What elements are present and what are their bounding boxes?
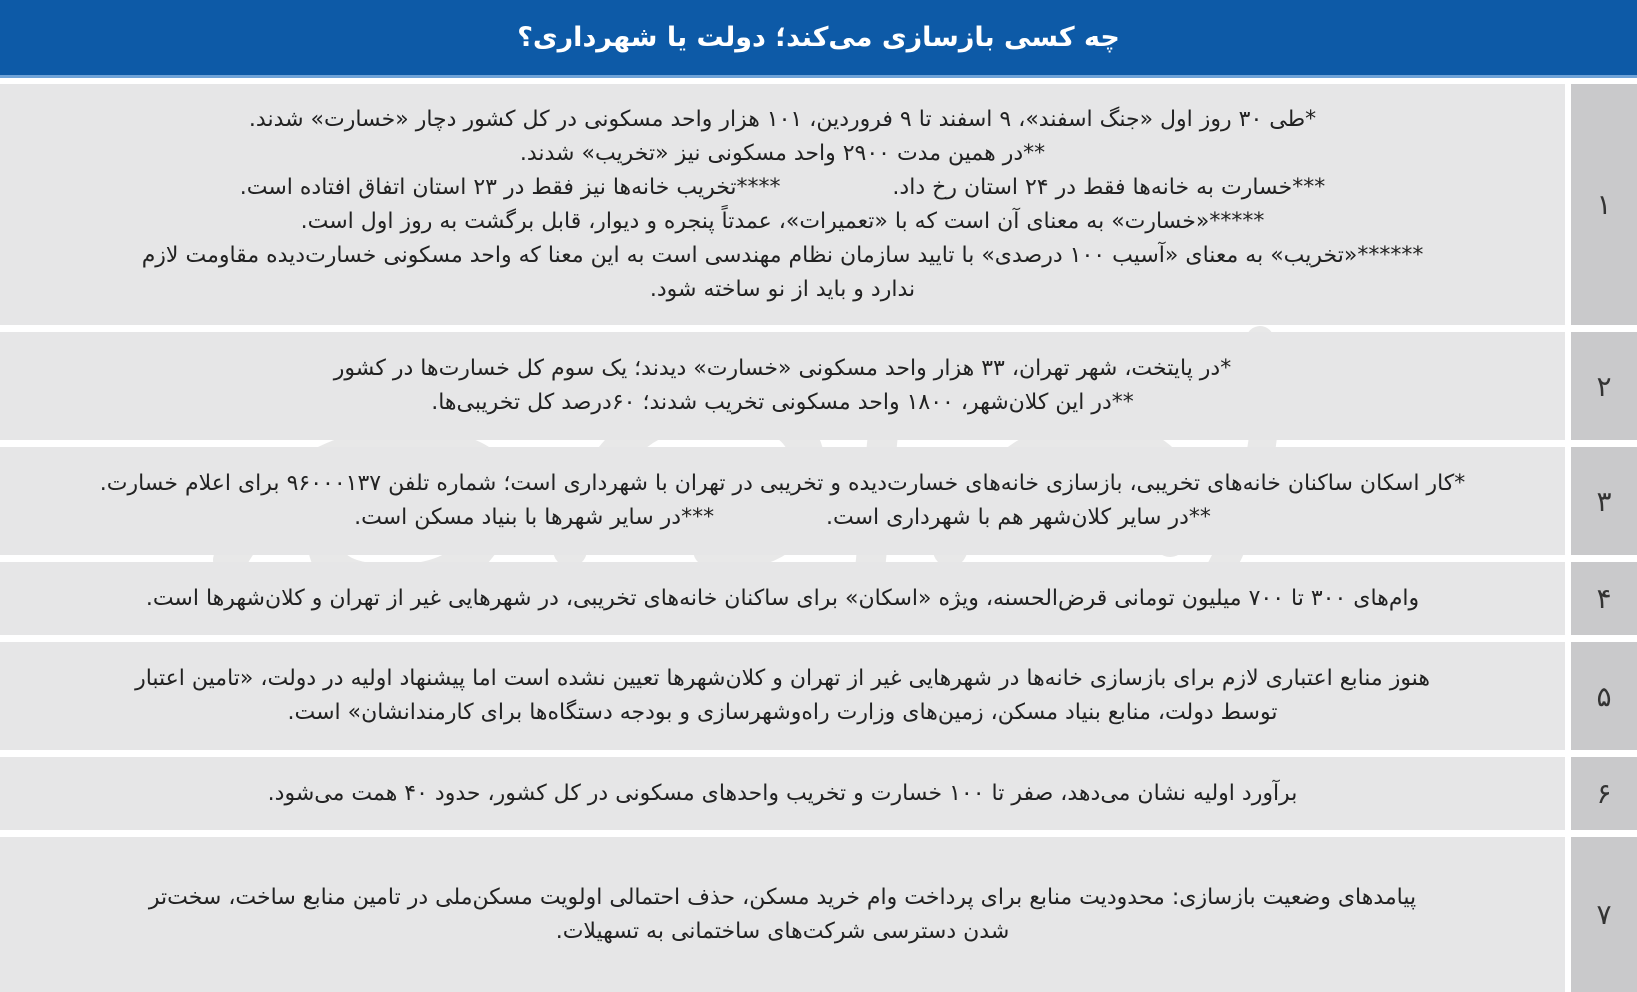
text-line: شدن دسترسی شرکت‌های ساختمانی به تسهیلات. [555, 918, 1010, 944]
table-title-bar [0, 0, 1637, 78]
row-content [0, 332, 1565, 440]
text-line: **در سایر کلان‌شهر هم با شهرداری است. ***در سایر شهرها با بنیاد مسکن است. [354, 505, 1211, 530]
row-number: ۳ [1571, 447, 1637, 555]
row-content [0, 757, 1565, 830]
text-line: برآورد اولیه نشان می‌دهد، صفر تا ۱۰۰ خسارت و تخریب واحدهای مسکونی در کل کشور، حدود ۴۰ همت می‌شود. [267, 780, 1298, 806]
row-number: ۴ [1571, 562, 1637, 635]
table-row [0, 757, 1637, 830]
text-line: *طی ۳۰ روز اول «جنگ اسفند»، ۹ اسفند تا ۹ فروردین، ۱۰۱ هزار واحد مسکونی در کل کشور دچار «خسارت» شدند. [248, 106, 1317, 132]
text-line: وام‌های ۳۰۰ تا ۷۰۰ میلیون تومانی قرض‌الحسنه، ویژه «اسکان» برای ساکنان خانه‌های تخریبی، در شهرهایی غیر از تهران و کلان‌شهرها است. [145, 585, 1420, 611]
row-number: ۱ [1571, 84, 1637, 325]
row-content [0, 562, 1565, 635]
text-line: *در پایتخت، شهر تهران، ۳۳ هزار واحد مسکونی «خسارت» دیدند؛ یک سوم کل خسارت‌ها در کشور [333, 356, 1232, 381]
row-number: ۵ [1571, 642, 1637, 750]
row-content [0, 642, 1565, 750]
table-row [0, 447, 1637, 555]
text-line: هنوز منابع اعتباری لازم برای بازسازی خانه‌ها در شهرهایی غیر از تهران و کلان‌شهرها تعیین نشده است اما پیشنهاد اولیه در دولت، «تامین اعتبار [135, 666, 1430, 691]
text-line: *****«خسارت» به معنای آن است که با «تعمیرات»، عمدتاً پنجره و دیوار، قابل برگشت به روز اول است. [300, 208, 1265, 234]
text-line: ندارد و باید از نو ساخته شود. [649, 276, 916, 302]
text-line: ***خسارت به خانه‌ها فقط در ۲۴ استان رخ داد. ****تخریب خانه‌ها نیز فقط در ۲۳ استان اتفاق افتاده است. [239, 174, 1326, 200]
row-number: ۲ [1571, 332, 1637, 440]
row-content [0, 837, 1565, 992]
row-content [0, 84, 1565, 325]
table-row [0, 562, 1637, 635]
table-row [0, 332, 1637, 440]
text-line: توسط دولت، منابع بنیاد مسکن، زمین‌های وزارت راه‌وشهرسازی و بودجه دستگاه‌ها برای کارمندانشان» است. [287, 700, 1278, 725]
table-title: چه کسی بازسازی می‌کند؛ دولت یا شهرداری؟ [517, 22, 1120, 53]
row-content [0, 447, 1565, 555]
row-number: ۶ [1571, 757, 1637, 830]
table-row [0, 84, 1637, 325]
table-row [0, 642, 1637, 750]
text-line: **در همین مدت ۲۹۰۰ واحد مسکونی نیز «تخریب» شدند. [519, 140, 1046, 166]
text-line: ******«تخریب» به معنای «آسیب ۱۰۰ درصدی» با تایید سازمان نظام مهندسی است به این معنا که واحد مسکونی خسارت‌دیده مقاومت لازم [141, 242, 1424, 268]
text-line: *کار اسکان ساکنان خانه‌های تخریبی، بازسازی خانه‌های خسارت‌دیده و تخریبی در تهران با شهرداری است؛ شماره تلفن ۹۶۰۰۰۱۳۷ برای اعلام خسارت. [99, 471, 1466, 496]
row-number: ۷ [1571, 837, 1637, 992]
text-line: **در این کلان‌شهر، ۱۸۰۰ واحد مسکونی تخریب شدند؛ ۶۰درصد کل تخریبی‌ها. [431, 390, 1134, 415]
text-line: پیامدهای وضعیت بازسازی: محدودیت منابع برای پرداخت وام خرید مسکن، حذف احتمالی اولویت مسکن‌ملی در تامین منابع ساخت، سخت‌تر [148, 884, 1417, 910]
table-row [0, 837, 1637, 992]
